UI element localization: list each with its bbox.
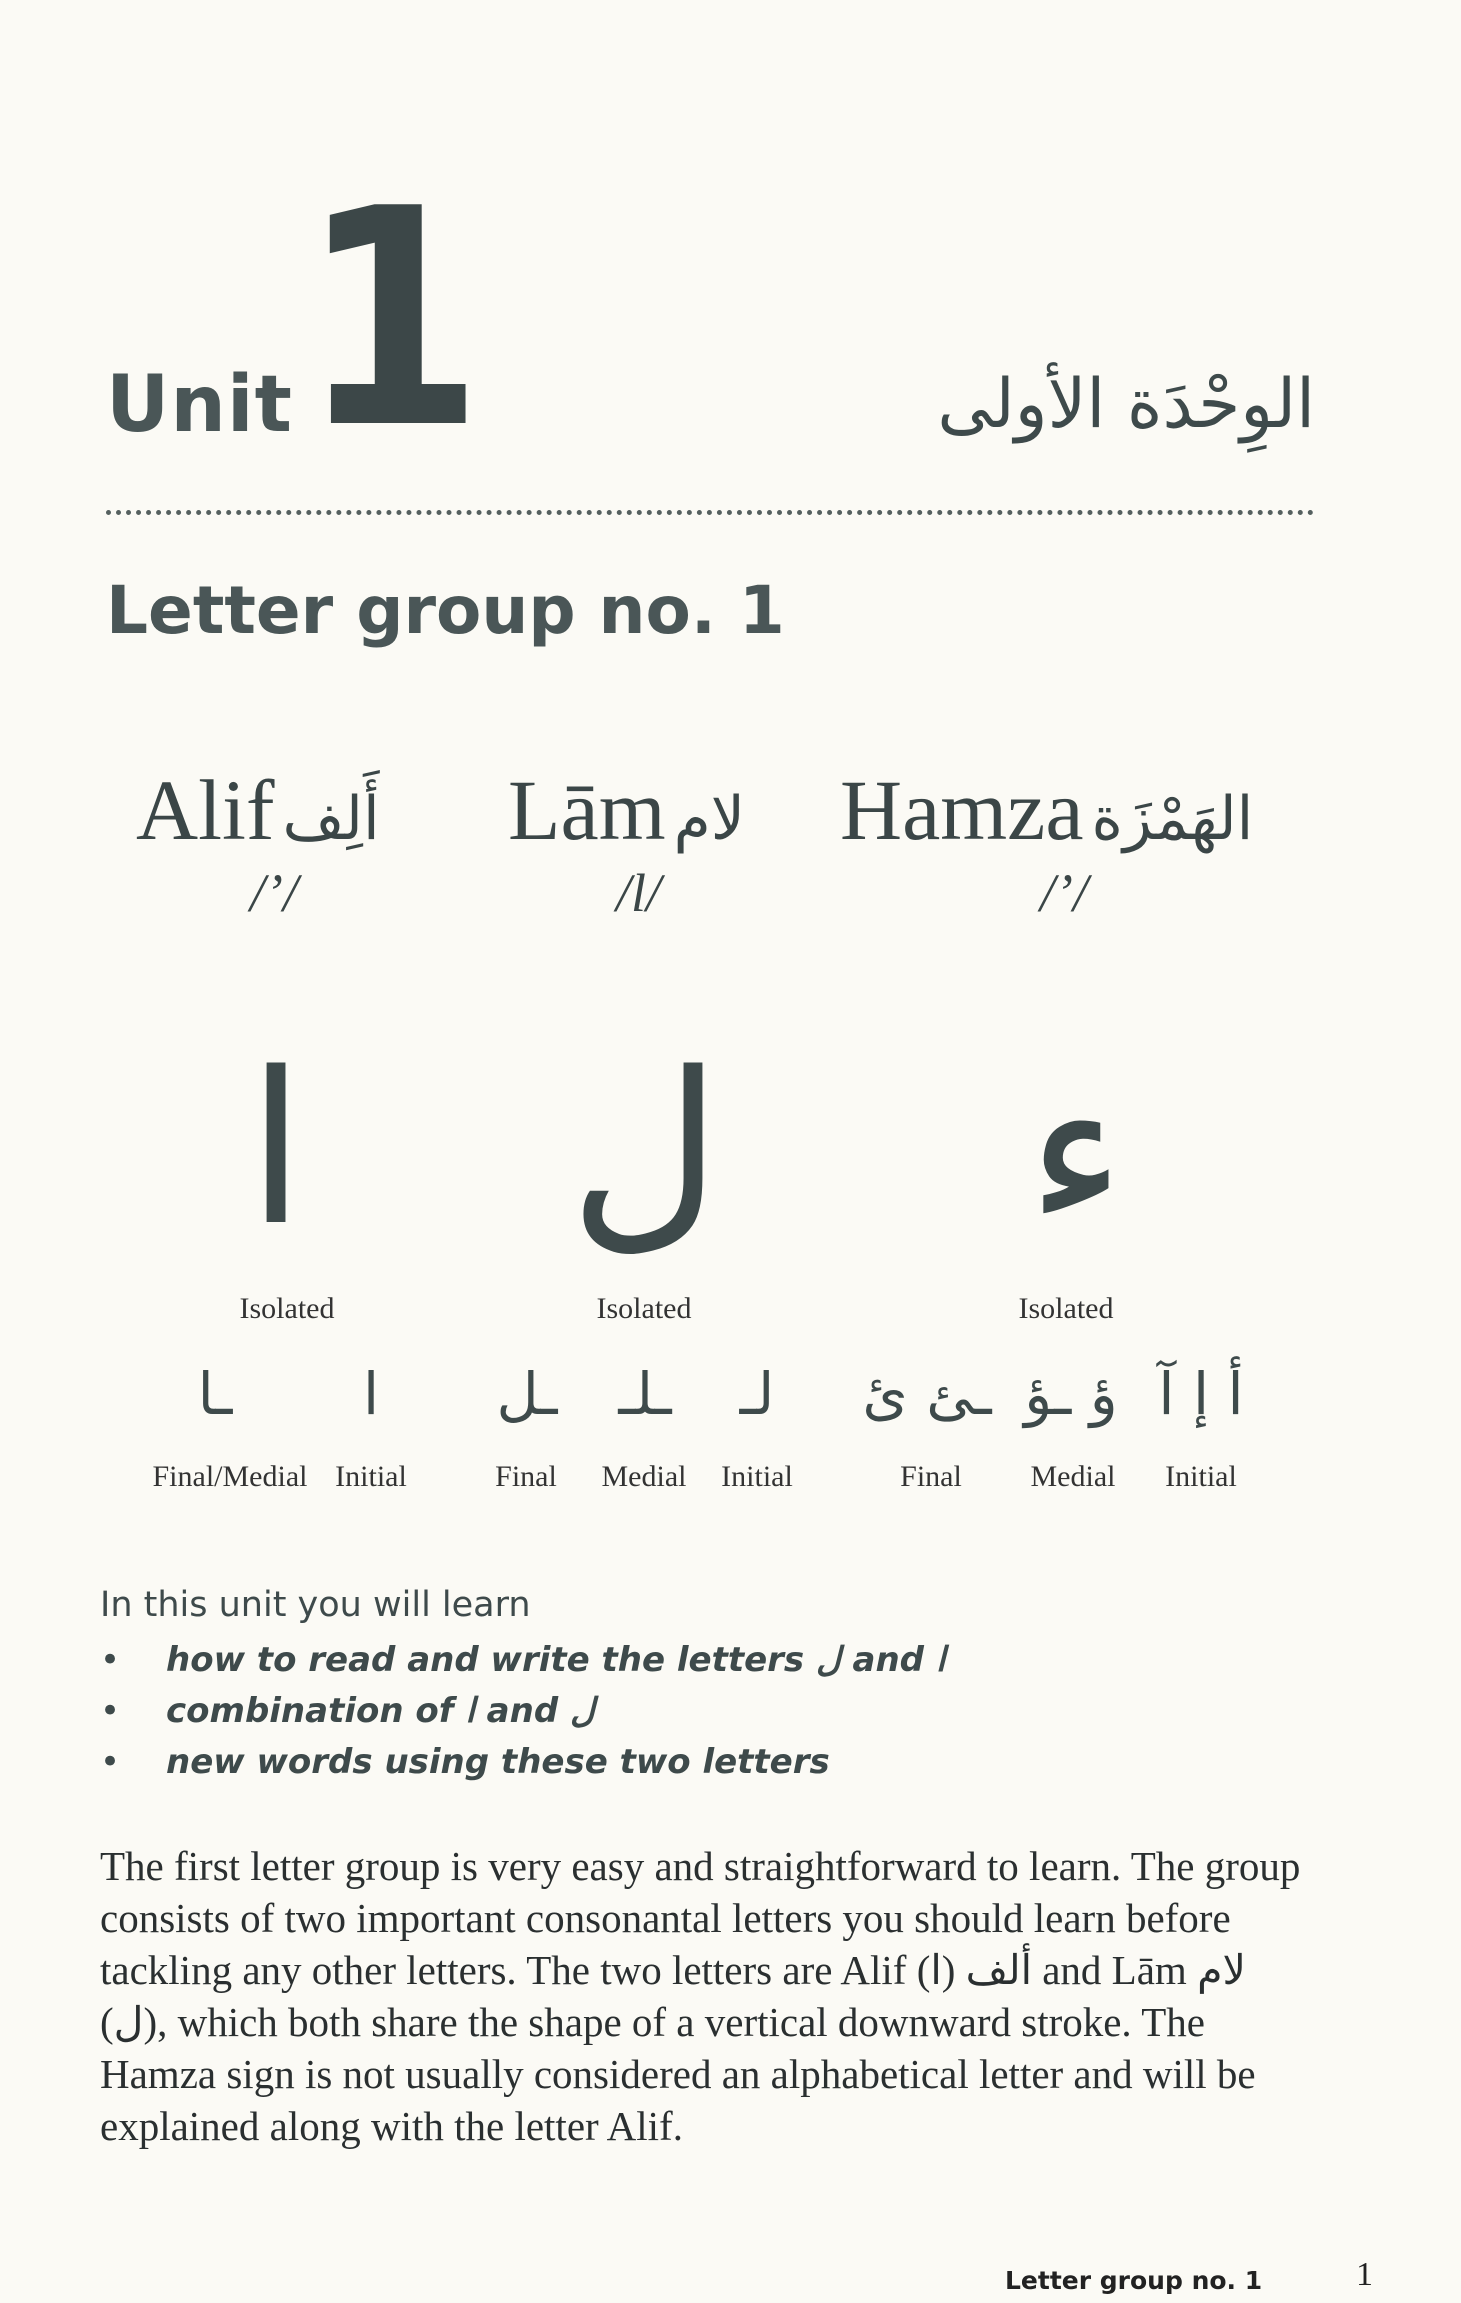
objectives-intro: In this unit you will learn [100,1585,531,1625]
letter-name-alif [136,760,380,860]
letter-latin-name: Lām [508,762,666,858]
form-glyph-lam-medial: ـلـ [618,1360,672,1428]
translit-hamza: /’/ [1040,863,1088,923]
unit-number: 1 [300,145,484,494]
form-label-hamza-final: Final [900,1460,962,1493]
form-glyph-hamza-medial: ؤ ـؤ [1024,1360,1118,1428]
unit-arabic-title: الوِحْدَة الأولى [937,365,1315,444]
form-glyph-hamza-final: ـئ ئ [862,1360,992,1428]
bullet: • [100,1691,121,1731]
form-label-lam-medial: Medial [601,1460,687,1493]
form-label-alif-initial: Initial [335,1460,407,1493]
bullet: • [100,1640,121,1680]
form-glyph-alif-final-medial: ـا [197,1360,233,1428]
objective-item [100,1742,830,1782]
unit-label: Unit [106,360,293,450]
isolated-label-hamza: Isolated [1018,1292,1114,1325]
translit-alif: /’/ [250,863,298,923]
form-label-hamza-initial: Initial [1165,1460,1237,1493]
isolated-label-lam: Isolated [596,1292,692,1325]
form-label-alif-final-medial: Final/Medial [152,1460,308,1493]
letter-arabic-name: لام [673,784,745,854]
form-label-lam-initial: Initial [721,1460,793,1493]
form-glyph-hamza-initial: أ إ آ [1158,1360,1244,1428]
letter-name-hamza [840,760,1253,860]
dotted-divider [106,510,1314,515]
form-label-hamza-medial: Medial [1030,1460,1116,1493]
objective-text: combination of ا and ل [166,1691,595,1731]
form-glyph-alif-initial: ا [362,1360,380,1428]
isolated-glyph-lam: ل [568,1027,722,1272]
form-label-lam-final: Final [495,1460,557,1493]
body-paragraph: The first letter group is very easy and straightforward to learn. The group consists of two important consonantal letters you should learn before tackling any other letters. The two letters are Alif ألف (ا) and Lām لام (ل), which both share the shape of a vertical downward stroke. The Hamza sign is not usually considered an alphabetical letter and will be explained along with the letter Alif. [100,1843,1301,2149]
letter-arabic-name: أَلِف [282,784,380,854]
objective-item [100,1640,945,1680]
form-glyph-lam-final: ـل [496,1360,558,1428]
objective-text: new words using these two letters [166,1742,830,1782]
letter-latin-name: Alif [136,762,275,858]
section-title: Letter group no. 1 [106,572,785,649]
footer-section-title: Letter group no. 1 [1005,2266,1263,2295]
page-number: 1 [1356,2256,1373,2293]
bullet: • [100,1742,121,1782]
isolated-glyph-hamza: ء [1026,1027,1126,1272]
form-glyph-lam-initial: لـ [739,1360,775,1428]
objective-item [100,1691,595,1731]
isolated-glyph-alif: ا [246,1027,306,1272]
letter-name-lam [508,760,745,860]
letter-arabic-name: الهَمْزَة [1091,784,1254,854]
objective-text: how to read and write the letters ل and ا [166,1640,946,1680]
isolated-label-alif: Isolated [239,1292,335,1325]
letter-latin-name: Hamza [840,762,1084,858]
translit-lam: /l/ [616,863,662,923]
